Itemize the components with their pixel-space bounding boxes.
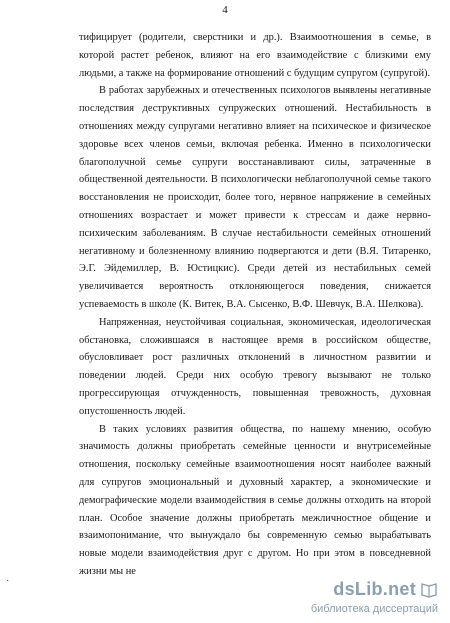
watermark xyxy=(274,580,444,620)
paragraph-1: тифицирует (родители, сверстники и др.). Взаимоотношения в семье, в которой растет ребенок, влияют на его взаимодействие с близкими ему людьми, а также на формирование отношений с будущим супругом (супругой). xyxy=(79,32,431,79)
document-body xyxy=(79,29,431,581)
paragraph-4: В таких условиях развития общества, по нашему мнению, особую значимость должны приобретать семейные ценности и внутрисемейные отношения, поскольку семейные взаимоотношения носят наиболее важный для супругов эмоциональный и духовный характер, а экономические и демографические модели взаимодействия в семье должны отходить на второй план. Особое значение должны приобретать межличностное общение и взаимопонимание, что вынуждало бы современную семью вырабатывать новые модели взаимодействия друг с другом. Но при этом в повседневной жизни мы не xyxy=(79,423,431,577)
book-icon xyxy=(420,580,438,598)
paragraph-2: В работах зарубежных и отечественных психологов выявлены негативные последствия деструктивных супружеских отношений. Нестабильность в отношениях между супругами негативно влияет на психическое и физическое здоровье всех членов семьи, включая ребенка. Именно в психологически благополучной семье супруги восстанавливают силы, затраченные в общественной деятельности. В психологически неблагополучной семье такого восстановления не происходит, более того, нервное напряжение в семейных отношениях возрастает и может привести к стрессам и даже нервно-психическим заболеваниям. В случае нестабильности семейных отношений негативному и болезненному влиянию подвергаются и дети (В.Я. Титаренко, Э.Г. Эйдемиллер, В. Юстицкис). Среди детей из нестабильных семей увеличивается вероятность отклоняющегося поведения, снижается успеваемость в школе (К. Витек, В.А. Сысенко, В.Ф. Шевчук, В.А. Шелкова). xyxy=(79,85,431,310)
stray-mark: · xyxy=(6,576,10,587)
watermark-subtitle: библиотека диссертаций xyxy=(310,603,438,615)
paragraph-3: Напряженная, неустойчивая социальная, экономическая, идеологическая обстановка, сложившаяся в настоящее время в российском обществе, обусловливает рост различных отклонений в личностном развитии и поведении людей. Среди них особую тревогу вызывают не только прогрессирующая отчужденность, повышенная тревожность, духовная опустошенность людей. xyxy=(79,316,431,417)
watermark-logo: dsLib.net xyxy=(333,579,416,599)
page-number: 4 xyxy=(222,4,228,16)
